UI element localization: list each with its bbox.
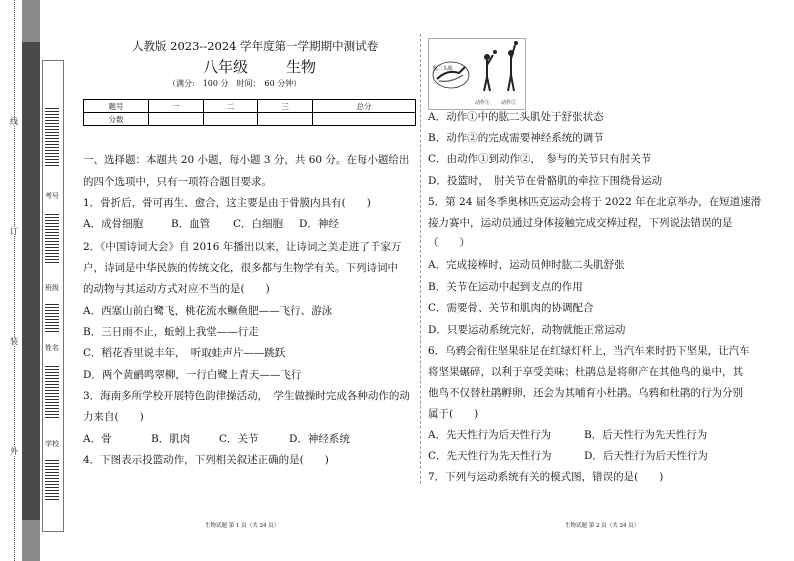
binding-bar-bottom	[22, 520, 40, 561]
question-5-line: 5．第 24 届冬季奥林匹克运动会将于 2022 年在北京举办，在短道速滑	[428, 196, 762, 208]
tick-marks	[45, 214, 59, 265]
score-cell: 题号	[84, 100, 149, 113]
option[interactable]: B．肌肉	[151, 433, 191, 445]
option[interactable]: D．后天性行为后天性行为	[584, 450, 708, 462]
score-cell: 三	[258, 100, 313, 113]
column-divider	[420, 34, 421, 484]
question-3-line: 3．海南多所学校开展特色韵律操活动， 学生做操时完成各种动作的动	[83, 390, 410, 402]
figure-label-action2: 动作②	[501, 100, 517, 106]
binding-bar-top	[22, 0, 40, 42]
question-4: 4．下图表示投篮动作，下列相关叙述正确的是( )	[83, 454, 329, 466]
question-2-line: 2．《中国诗词大会》自 2016 年播出以来，让诗词之美走进了千家万	[83, 241, 402, 253]
option[interactable]: C．白细胞	[233, 218, 284, 230]
field-label-class: 班级	[45, 284, 59, 292]
score-input-cell[interactable]	[258, 113, 313, 126]
tick-marks	[45, 108, 59, 168]
question-6-line: 6．乌鸦会衔住坚果驻足在红绿灯杆上，当汽车来时扔下坚果，让汽车	[428, 345, 750, 357]
score-cell: 分数	[84, 113, 149, 126]
field-label-school: 学校	[45, 440, 59, 448]
question-6-line: 将坚果碾碎，以利于享受美味；杜鹃总是将卵产在其他鸟的巢中，其	[428, 366, 743, 378]
section-intro-line: 的四个选项中，只有一项符合题目要求。	[83, 176, 272, 188]
subject-label: 生物	[286, 58, 317, 76]
tick-marks	[45, 366, 59, 420]
score-cell: 一	[149, 100, 204, 113]
score-input-cell[interactable]	[203, 113, 258, 126]
tick-marks	[45, 304, 59, 334]
question-7: 7．下列与运动系统有关的模式图，错误的是( )	[428, 471, 664, 483]
binding-char: 外	[10, 447, 18, 456]
question-2-line: 户，诗词是中华民族的传统文化，很多都与生物学有关。下列诗词中	[83, 262, 398, 274]
question-3-line: 力来自( )	[83, 411, 144, 423]
option[interactable]: A．先天性行为后天性行为	[428, 429, 552, 441]
option[interactable]: D．两个黄鹂鸣翠柳，一行白鹭上青天——飞行	[83, 369, 302, 381]
score-input-cell[interactable]	[149, 113, 204, 126]
binding-margin	[0, 0, 64, 561]
binding-char: 装	[10, 337, 18, 346]
question-6-options-row2	[428, 449, 708, 464]
field-label-name: 姓名	[45, 344, 59, 352]
binding-char: 订	[10, 227, 18, 236]
option[interactable]: C．先天性行为先天性行为	[428, 450, 552, 462]
option[interactable]: C．需要骨、关节和肌肉的协调配合	[428, 302, 594, 314]
score-cell: 总分	[313, 100, 416, 113]
question-6-options-row1	[428, 428, 707, 443]
exam-meta: （满分: 100 分 时间： 60 分钟）	[168, 79, 302, 88]
section-intro-line: 一、选择题：本题共 20 小题，每小题 3 分，共 60 分。在每小题给出	[83, 154, 410, 166]
question-2-line: 的动物与其运动方式对应不当的是( )	[83, 283, 270, 295]
cut-line-outer	[14, 0, 15, 561]
basketball-shot-figure	[428, 38, 526, 110]
figure-label-action1: 动作①	[475, 100, 491, 106]
option[interactable]: D．投篮时， 肘关节在骨骼肌的牵拉下围绕骨运动	[428, 175, 663, 187]
option[interactable]: C．稻花香里说丰年， 听取蛙声片——跳跃	[83, 347, 286, 359]
option[interactable]: B．血管	[171, 218, 211, 230]
binding-char: 线	[10, 117, 18, 126]
question-5-line: 接力赛中，运动员通过身体接触完成交棒过程，下列说法错误的是	[428, 217, 733, 229]
option[interactable]: A．动作①中的肱二头肌处于舒张状态	[428, 111, 604, 123]
score-table-header-row	[84, 100, 416, 113]
page-footer: 生物试题 第 1 页（共 24 页）	[205, 523, 280, 529]
option[interactable]: C．由动作①到动作②， 参与的关节只有肘关节	[428, 153, 652, 165]
figure-label-muscle: 肱二头肌	[433, 66, 454, 72]
option[interactable]: D．神经系统	[289, 433, 350, 445]
question-6-line: 属于( )	[428, 408, 479, 420]
grade-subject	[203, 56, 316, 77]
option[interactable]: B．后天性行为先天性行为	[584, 429, 708, 441]
page-footer: 生物试题 第 2 页（共 24 页）	[565, 523, 640, 529]
grade-label: 八年级	[203, 58, 249, 76]
option[interactable]: C．关节	[219, 433, 259, 445]
option[interactable]: A．完成接棒时，运动员伸时肱二头肌舒张	[428, 259, 625, 271]
score-input-cell[interactable]	[313, 113, 416, 126]
score-cell: 二	[203, 100, 258, 113]
exam-title: 人教版 2023--2024 学年度第一学期期中测试卷	[132, 39, 379, 53]
option[interactable]: A．西塞山前白鹭飞，桃花流水鳜鱼肥——飞行、游泳	[83, 305, 333, 317]
option[interactable]: B．动作②的完成需要神经系统的调节	[428, 132, 604, 144]
question-1: 1．骨折后，骨可再生、愈合，这主要是由于骨膜内具有( )	[83, 197, 371, 209]
tick-marks	[45, 460, 59, 502]
question-1-options	[83, 217, 339, 232]
option[interactable]: A．成骨细胞	[83, 218, 144, 230]
field-label-exam-number: 考号	[45, 192, 59, 200]
question-6-line: 他鸟不仅替杜鹃孵卵，还会为其哺育小杜鹃。乌鸦和杜鹃的行为分别	[428, 387, 743, 399]
option[interactable]: B．三日雨不止，蚯蚓上我堂——行走	[83, 326, 259, 338]
score-table-row	[84, 113, 416, 126]
binding-bar	[22, 0, 40, 561]
question-3-options	[83, 432, 350, 447]
score-table	[83, 99, 416, 126]
option[interactable]: A．骨	[83, 433, 112, 445]
question-5-line: （ ）	[428, 237, 470, 249]
option[interactable]: D．神经	[299, 218, 339, 230]
option[interactable]: D．只要运动系统完好，动物就能正常运动	[428, 324, 626, 336]
option[interactable]: B．关节在运动中起到支点的作用	[428, 281, 583, 293]
